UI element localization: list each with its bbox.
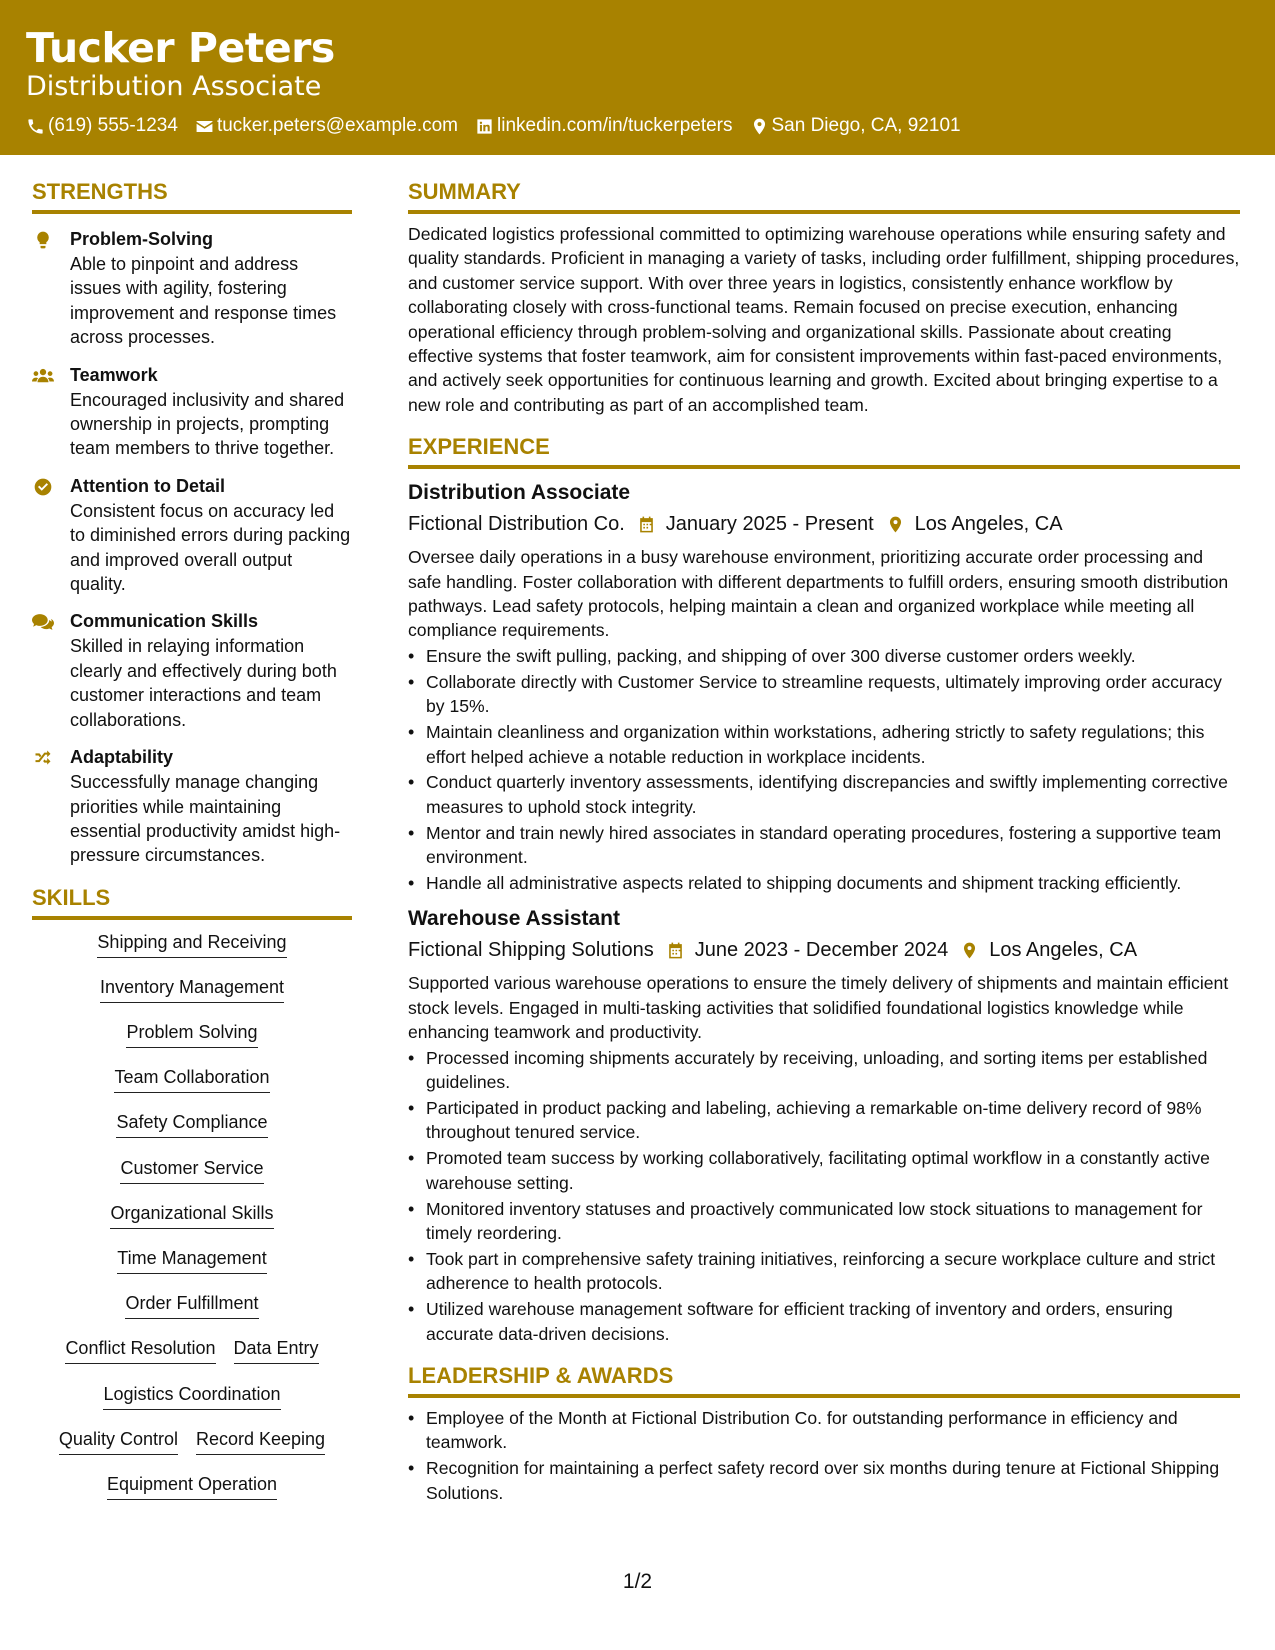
job-bullets	[408, 1046, 1240, 1346]
contact-bar	[26, 115, 1249, 137]
list-item: • Recognition for maintaining a perfect safety record over six months during tenure at Fictional Shipping Solutions.	[408, 1456, 1240, 1505]
strength-title: Adaptability	[70, 747, 174, 768]
calendar-icon	[666, 941, 685, 960]
job-meta	[408, 935, 1240, 965]
strength-description: Skilled in relaying information clearly and effectively during both customer interactions and team collaborations.	[70, 636, 337, 730]
envelope-icon	[195, 117, 214, 136]
skill-tag: Logistics Coordination	[103, 1382, 280, 1410]
job-dates: January 2025 - Present	[665, 513, 874, 536]
list-item: • Mentor and train newly hired associates in standard operating procedures, fostering a supportive team environment.	[408, 821, 1240, 870]
list-item: • Ensure the swift pulling, packing, and shipping of over 300 diverse customer orders weekly.	[408, 644, 1240, 668]
skill-tag: Organizational Skills	[110, 1201, 273, 1229]
skill-tag: Equipment Operation	[107, 1472, 277, 1500]
job-entry	[408, 905, 1240, 1346]
calendar-icon	[637, 515, 656, 534]
contact-linkedin[interactable]	[475, 115, 733, 137]
list-item: • Participated in product packing and labeling, achieving a remarkable on-time delivery record of 98% throughout tenured service.	[408, 1096, 1240, 1145]
strength-item	[32, 363, 352, 461]
job-entry	[408, 479, 1240, 895]
job-company: Fictional Shipping Solutions	[408, 939, 654, 962]
users-icon	[32, 366, 54, 386]
linkedin-link[interactable]: linkedin.com/in/tuckerpeters	[497, 115, 733, 136]
strength-title: Teamwork	[70, 364, 158, 385]
page-number: 1/2	[622, 1570, 653, 1593]
skill-tag: Conflict Resolution	[65, 1336, 215, 1364]
awards-heading: LEADERSHIP & AWARDS	[408, 1362, 1240, 1398]
awards-list	[408, 1406, 1240, 1505]
skill-tag: Shipping and Receiving	[97, 930, 286, 958]
skill-tag: Problem Solving	[126, 1020, 257, 1048]
candidate-name: Tucker Peters	[26, 24, 335, 72]
job-dates: June 2023 - December 2024	[694, 939, 949, 962]
contact-email[interactable]	[195, 115, 458, 137]
candidate-role: Distribution Associate	[26, 71, 322, 102]
contact-phone	[26, 115, 178, 137]
phone-icon	[26, 117, 45, 136]
comments-icon	[32, 612, 54, 632]
skills-heading: SKILLS	[32, 884, 352, 920]
strength-description: Encouraged inclusivity and shared ownership in projects, prompting team members to thrive together.	[70, 389, 345, 459]
skill-tag: Data Entry	[234, 1336, 319, 1364]
job-company: Fictional Distribution Co.	[408, 513, 625, 536]
job-bullets	[408, 644, 1240, 896]
strengths-heading: STRENGTHS	[32, 178, 352, 214]
map-pin-icon	[750, 117, 769, 136]
job-location: Los Angeles, CA	[914, 513, 1063, 536]
list-item: • Processed incoming shipments accurately by receiving, unloading, and sorting items per established guidelines.	[408, 1046, 1240, 1095]
list-item: • Conduct quarterly inventory assessments, identifying discrepancies and swiftly implementing corrective measures to uphold stock integrity.	[408, 770, 1240, 819]
experience-heading: EXPERIENCE	[408, 433, 1240, 469]
list-item: • Maintain cleanliness and organization within workstations, adhering strictly to safety regulations; this effort helped achieve a notable reduction in workplace incidents.	[408, 720, 1240, 769]
list-item: • Collaborate directly with Customer Service to streamline requests, ultimately improving order accuracy by 15%.	[408, 670, 1240, 719]
skill-tag: Team Collaboration	[114, 1065, 269, 1093]
job-description: Supported various warehouse operations to ensure the timely delivery of shipments and maintain efficient stock levels. Engaged in multi-tasking activities that solidified foundational logistics knowledge while enhancing teamwork and productivity.	[408, 973, 1229, 1043]
phone-text: (619) 555-1234	[48, 115, 178, 136]
strength-description: Able to pinpoint and address issues with agility, fostering improvement and response times across processes.	[70, 254, 337, 348]
skill-tag: Record Keeping	[196, 1427, 325, 1455]
right-column	[408, 178, 1240, 1507]
job-title: Warehouse Assistant	[408, 907, 620, 931]
skill-tag: Customer Service	[120, 1156, 263, 1184]
strength-item	[32, 745, 352, 868]
list-item: • Handle all administrative aspects related to shipping documents and shipment tracking efficiently.	[408, 871, 1240, 895]
map-pin-icon	[886, 515, 905, 534]
list-item: • Promoted team success by working collaboratively, facilitating optimal workflow in a constantly active warehouse setting.	[408, 1146, 1240, 1195]
skill-tag: Quality Control	[59, 1427, 178, 1455]
skills-list	[32, 930, 352, 1517]
strength-description: Consistent focus on accuracy led to diminished errors during packing and improved overall output quality.	[70, 500, 351, 595]
job-description: Oversee daily operations in a busy warehouse environment, prioritizing accurate order processing and safe handling. Foster collaboration with different departments to fulfill orders, ensuring smooth distribution pathways. Lead safety protocols, helping maintain a clean and organized workplace while meeting all compliance requirements.	[408, 547, 1229, 641]
location-text: San Diego, CA, 92101	[771, 115, 961, 136]
list-item: • Took part in comprehensive safety training initiatives, reinforcing a secure workplace culture and strict adherence to health protocols.	[408, 1247, 1240, 1296]
summary-heading: SUMMARY	[408, 178, 1240, 214]
linkedin-icon	[475, 117, 494, 136]
skill-tag: Time Management	[117, 1246, 266, 1274]
strength-title: Problem-Solving	[70, 229, 214, 249]
job-location: Los Angeles, CA	[989, 939, 1138, 962]
strength-item	[32, 609, 352, 732]
list-item: • Utilized warehouse management software for efficient tracking of inventory and orders, ensuring accurate data-driven decisions.	[408, 1297, 1240, 1346]
summary-text: Dedicated logistics professional committed to optimizing warehouse operations while ensuring safety and quality standards. Proficient in managing a variety of tasks, including order fulfillment, shipping procedures, and customer service support. With over three years in logistics, consistently enhance workflow by collaborating closely with cross-functional teams. Remain focused on precise execution, enhancing operational efficiency through problem-solving and organizational skills. Passionate about creating effective systems that foster teamwork, aim for consistent improvements within fast-paced environments, and actively seek opportunities for continuous learning and growth. Excited about bringing expertise to a new role and contributing as part of an accomplished team.	[408, 224, 1240, 415]
list-item: • Employee of the Month at Fictional Distribution Co. for outstanding performance in efficiency and teamwork.	[408, 1406, 1240, 1455]
skill-tag: Safety Compliance	[116, 1110, 267, 1138]
resume-header	[0, 0, 1275, 155]
strength-item	[32, 227, 352, 350]
map-pin-icon	[960, 941, 979, 960]
list-item: • Monitored inventory statuses and proactively communicated low stock situations to management for timely reordering.	[408, 1197, 1240, 1246]
shuffle-icon	[32, 748, 54, 768]
email-link[interactable]: tucker.peters@example.com	[216, 115, 458, 136]
lightbulb-icon	[32, 230, 54, 250]
left-column	[32, 178, 352, 1517]
strength-item	[32, 474, 352, 597]
skill-tag: Order Fulfillment	[125, 1291, 258, 1319]
strength-title: Attention to Detail	[70, 475, 225, 496]
strength-description: Successfully manage changing priorities while maintaining essential productivity amidst high-pressure circumstances.	[70, 772, 341, 866]
strength-title: Communication Skills	[70, 611, 259, 632]
contact-location	[750, 115, 961, 137]
check-circle-icon	[32, 477, 54, 497]
skill-tag: Inventory Management	[100, 975, 284, 1003]
job-meta	[408, 509, 1240, 539]
job-title: Distribution Associate	[408, 481, 631, 505]
